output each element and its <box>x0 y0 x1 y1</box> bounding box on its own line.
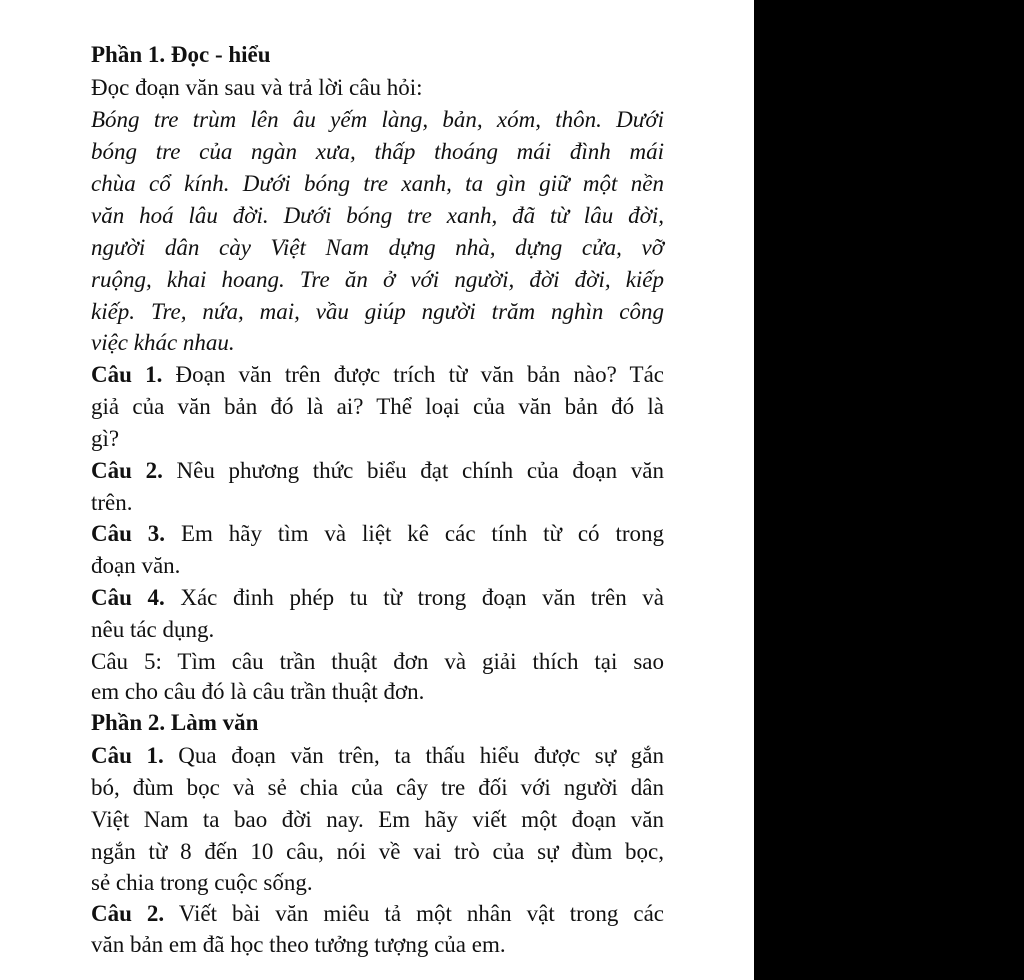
passage-line: chùa cổ kính. Dưới bóng tre xanh, ta gìn giữ một nền <box>91 171 664 196</box>
question-first-line <box>91 518 664 550</box>
question-text: Nêu phương thức biểu đạt chính của đoạn văn <box>162 458 664 483</box>
question-label: Câu 2. <box>91 458 163 483</box>
question-text: trên. <box>91 490 133 515</box>
question-text: Em hãy tìm và liệt kê các tính từ có trong <box>165 521 664 546</box>
passage-line: việc khác nhau. <box>91 330 235 355</box>
question-label: Câu 1. <box>91 362 163 387</box>
question-text: gì? <box>91 426 120 451</box>
passage-line: kiếp. Tre, nứa, mai, vầu giúp người trăm nghìn công <box>91 299 664 324</box>
question-first-line <box>91 740 664 772</box>
passage-line: Bóng tre trùm lên âu yếm làng, bản, xóm, thôn. Dưới <box>91 107 664 132</box>
question-text: Việt Nam ta bao đời nay. Em hãy viết một đoạn văn <box>91 807 664 832</box>
passage-line: người dân cày Việt Nam dựng nhà, dựng cửa, vỡ <box>91 235 664 260</box>
question-text: bó, đùm bọc và sẻ chia của cây tre đối với người dân <box>91 775 664 800</box>
question-text: sẻ chia trong cuộc sống. <box>91 870 313 895</box>
question-text: Đoạn văn trên được trích từ văn bản nào? Tác <box>162 362 665 387</box>
part1-instruction: Đọc đoạn văn sau và trả lời câu hỏi: <box>91 75 423 100</box>
question-label: Câu 3. <box>91 521 166 546</box>
question-label: Câu 1. <box>91 743 164 768</box>
question-text: Xác đinh phép tu từ trong đoạn văn trên và <box>164 585 664 610</box>
question-text: Viết bài văn miêu tả một nhân vật trong các <box>164 901 664 926</box>
question-first-line <box>91 359 664 391</box>
question-text: em cho câu đó là câu trần thuật đơn. <box>91 679 425 704</box>
question-label: Câu 2. <box>91 901 165 926</box>
question-first-line <box>91 582 664 614</box>
question-first-line <box>91 455 664 487</box>
question-text: nêu tác dụng. <box>91 617 215 642</box>
question-text: đoạn văn. <box>91 553 181 578</box>
part1-heading: Phần 1. Đọc - hiểu <box>91 42 271 67</box>
part2-heading: Phần 2. Làm văn <box>91 710 259 735</box>
black-margin <box>754 0 1024 980</box>
question-first-line <box>91 898 664 930</box>
question-text: giả của văn bản đó là ai? Thể loại của văn bản đó là <box>91 394 664 419</box>
passage-line: văn hoá lâu đời. Dưới bóng tre xanh, đã từ lâu đời, <box>91 203 664 228</box>
passage-line: ruộng, khai hoang. Tre ăn ở với người, đời đời, kiếp <box>91 267 664 292</box>
question-label: Câu 4. <box>91 585 165 610</box>
passage-line: bóng tre của ngàn xưa, thấp thoáng mái đình mái <box>91 139 664 164</box>
question-text: ngắn từ 8 đến 10 câu, nói về vai trò của sự đùm bọc, <box>91 839 664 864</box>
question-text: Câu 5: Tìm câu trần thuật đơn và giải thích tại sao <box>91 649 664 674</box>
question-text: văn bản em đã học theo tưởng tượng của em. <box>91 932 506 957</box>
question-text: Qua đoạn văn trên, ta thấu hiểu được sự gắn <box>163 743 664 768</box>
